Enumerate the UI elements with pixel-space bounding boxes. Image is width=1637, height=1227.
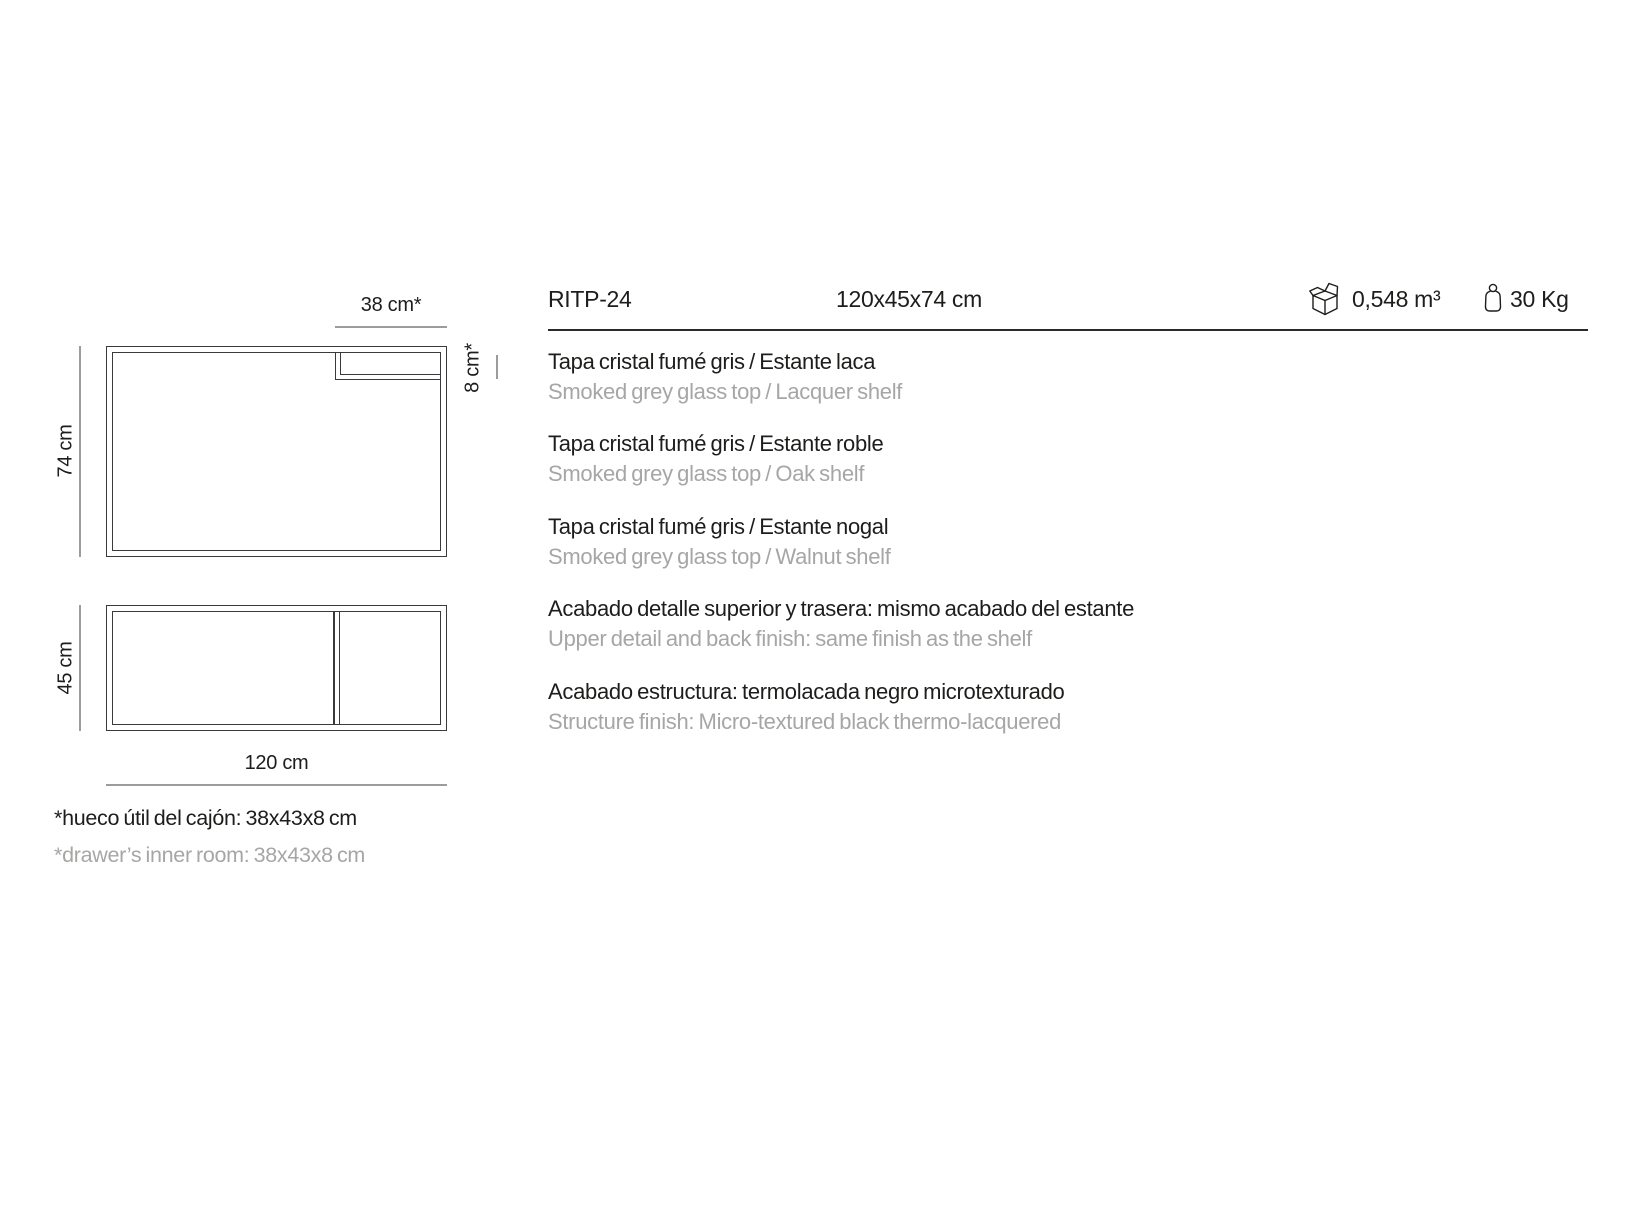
spec-3-es: Tapa cristal fumé gris / Estante nogal: [548, 514, 889, 539]
spec-4-es: Acabado detalle superior y trasera: mismo acabado del estante: [548, 596, 1135, 621]
dimension-label-height: 74 cm: [54, 424, 77, 478]
dimension-label-depth: 45 cm: [54, 641, 77, 695]
header-divider: [548, 329, 1588, 331]
dimension-line-width: [106, 784, 447, 786]
dimension-line-drawer-width: [335, 326, 447, 328]
spec-5-en: Structure finish: Micro-textured black thermo-lacquered: [548, 709, 1062, 734]
footnote-en: *drawer’s inner room: 38x43x8 cm: [54, 843, 366, 867]
spec-2-en: Smoked grey glass top / Oak shelf: [548, 461, 865, 486]
weight-icon: [1481, 282, 1505, 315]
product-volume: 0,548 m³: [1352, 286, 1441, 312]
spec-2-es: Tapa cristal fumé gris / Estante roble: [548, 431, 884, 456]
product-weight: 30 Kg: [1510, 286, 1569, 312]
top-view-divider-line: [333, 611, 335, 725]
dimension-line-height: [79, 346, 81, 557]
spec-5-es: Acabado estructura: termolacada negro microtexturado: [548, 679, 1065, 704]
spec-1-en: Smoked grey glass top / Lacquer shelf: [548, 379, 903, 404]
front-view-inner-frame: [112, 352, 441, 551]
spec-4-en: Upper detail and back finish: same finish as the shelf: [548, 626, 1032, 651]
product-size: 120x45x74 cm: [836, 286, 982, 312]
top-view-divider-line-2: [339, 611, 341, 725]
open-box-icon: [1308, 280, 1342, 318]
dimension-line-drawer-height: [496, 355, 498, 379]
dimension-label-drawer-width: 38 cm*: [360, 294, 422, 316]
spec-3-en: Smoked grey glass top / Walnut shelf: [548, 544, 891, 569]
dimension-label-drawer-height: 8 cm*: [461, 343, 484, 393]
front-view-drawer-inner: [340, 353, 441, 375]
top-view-inner-frame: [112, 611, 441, 725]
footnote-es: *hueco útil del cajón: 38x43x8 cm: [54, 806, 357, 830]
dimension-label-width: 120 cm: [244, 752, 309, 774]
spec-1-es: Tapa cristal fumé gris / Estante laca: [548, 349, 876, 374]
dimension-line-depth: [79, 605, 81, 731]
product-code: RITP-24: [548, 286, 632, 312]
